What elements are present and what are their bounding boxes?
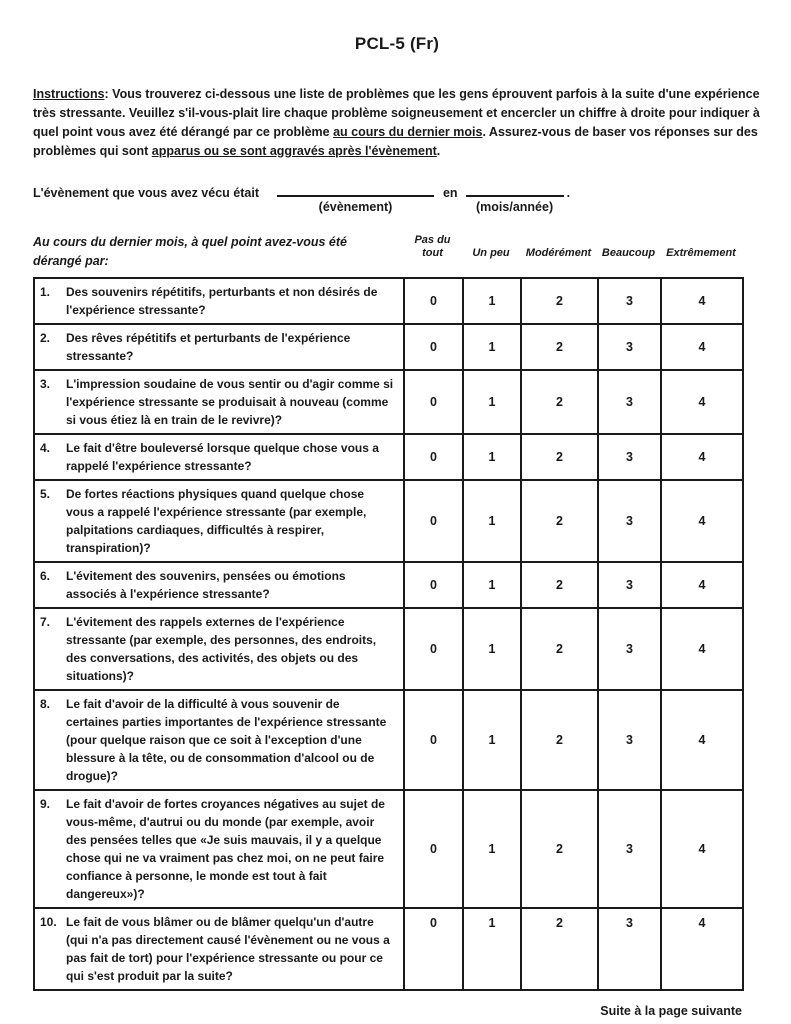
- rating-cell[interactable]: 0: [404, 434, 463, 480]
- rating-cell[interactable]: 3: [598, 434, 661, 480]
- monthyear-blank-field[interactable]: [466, 184, 564, 197]
- table-row: [34, 690, 743, 790]
- rating-cell[interactable]: 2: [521, 790, 598, 908]
- table-row: [34, 370, 743, 434]
- rating-cell[interactable]: 2: [521, 608, 598, 690]
- rating-cell[interactable]: 0: [404, 480, 463, 562]
- item-text: Le fait d'avoir de la difficulté à vous souvenir de certaines parties importantes de l'expérience stressante (pour quelque raison que ce soit à l'exception d'une blessure à la tête, ou de consommation d'alcool ou de drogue)?: [66, 697, 387, 783]
- rating-cell[interactable]: 2: [521, 562, 598, 608]
- table-row: [34, 908, 743, 990]
- item-text: L'impression soudaine de vous sentir ou d'agir comme si l'expérience stressante se produisait à nouveau (comme si vous étiez là en train de le revivre)?: [66, 377, 394, 427]
- rating-cell[interactable]: 2: [521, 690, 598, 790]
- scale-prompt: Au cours du dernier mois, à quel point avez-vous été dérangé par:: [33, 235, 347, 268]
- item-text: De fortes réactions physiques quand quelque chose vous a rappelé l'expérience stressante (par exemple, palpitations cardiaques, difficultés à respirer, transpiration)?: [66, 487, 367, 555]
- rating-cell[interactable]: 2: [521, 908, 598, 990]
- item-number: 5.: [40, 487, 51, 501]
- event-sentence: [33, 184, 761, 224]
- rating-cell[interactable]: 4: [661, 790, 743, 908]
- rating-cell[interactable]: 3: [598, 278, 661, 324]
- rating-cell[interactable]: 4: [661, 608, 743, 690]
- rating-cell[interactable]: 1: [463, 608, 521, 690]
- rating-cell[interactable]: 0: [404, 278, 463, 324]
- rating-cell[interactable]: 0: [404, 562, 463, 608]
- rating-cell[interactable]: 0: [404, 608, 463, 690]
- item-number: 6.: [40, 569, 51, 583]
- event-blank-wrap: [259, 184, 434, 214]
- rating-cell[interactable]: 4: [661, 562, 743, 608]
- rating-cell[interactable]: 2: [521, 324, 598, 370]
- event-sentence-suffix: .: [566, 186, 571, 200]
- rating-cell[interactable]: 2: [521, 434, 598, 480]
- rating-cell[interactable]: 0: [404, 324, 463, 370]
- page-title: PCL-5 (Fr): [354, 34, 440, 53]
- rating-cell[interactable]: 2: [521, 480, 598, 562]
- column-header: Un peu: [472, 247, 510, 259]
- rating-cell[interactable]: 4: [661, 278, 743, 324]
- item-text: Le fait d'être bouleversé lorsque quelque chose vous a rappelé l'expérience stressante?: [66, 441, 379, 473]
- item-text: Des souvenirs répétitifs, perturbants et non désirés de l'expérience stressante?: [66, 285, 378, 317]
- rating-cell[interactable]: 4: [661, 324, 743, 370]
- instruction-segment: : Vous trouverez ci-dessous une liste de problèmes que les gens éprouvent parfois à la suite d'une expérience très stressante. Veuillez s'il-vous-plait lire chaque problème soigneusement et encercler un chiffre à droite pour indiquer à quel point vous avez été dérangé par ce problème: [33, 87, 760, 139]
- rating-cell[interactable]: 0: [404, 908, 463, 990]
- rating-cell[interactable]: 3: [598, 908, 661, 990]
- rating-cell[interactable]: 4: [661, 434, 743, 480]
- rating-cell[interactable]: 3: [598, 480, 661, 562]
- item-number: 4.: [40, 441, 51, 455]
- rating-cell[interactable]: 1: [463, 434, 521, 480]
- instructions-text: [33, 85, 763, 161]
- instruction-segment: . Assurez-vous de baser vos réponses sur des problèmes qui sont: [33, 125, 758, 158]
- item-text: L'évitement des souvenirs, pensées ou émotions associés à l'expérience stressante?: [66, 569, 346, 601]
- item-text: Le fait de vous blâmer ou de blâmer quelqu'un d'autre (qui n'a pas directement causé l'évènement ou ne vous a pas fait de tort) pour l'expérience stressante ou pour ce qui s'est produit par la suite?: [66, 915, 390, 983]
- questionnaire-table: [33, 277, 744, 991]
- item-number: 3.: [40, 377, 51, 391]
- instruction-segment: .: [436, 144, 441, 158]
- monthyear-blank-label: (mois/année): [476, 200, 554, 214]
- rating-cell[interactable]: 1: [463, 790, 521, 908]
- rating-cell[interactable]: 0: [404, 370, 463, 434]
- rating-cell[interactable]: 4: [661, 690, 743, 790]
- rating-cell[interactable]: 1: [463, 480, 521, 562]
- column-header: Pas du tout: [414, 234, 451, 259]
- scale-header: [33, 233, 742, 271]
- event-sentence-prefix: L'évènement que vous avez vécu était: [33, 186, 259, 200]
- rating-cell[interactable]: 3: [598, 790, 661, 908]
- table-row: [34, 790, 743, 908]
- item-number: 7.: [40, 615, 51, 629]
- table-row: [34, 562, 743, 608]
- rating-cell[interactable]: 2: [521, 370, 598, 434]
- instruction-segment: Instructions: [33, 87, 105, 101]
- footer-note: Suite à la page suivante: [600, 1004, 742, 1018]
- item-number: 10.: [40, 915, 57, 929]
- item-number: 9.: [40, 797, 51, 811]
- rating-cell[interactable]: 3: [598, 562, 661, 608]
- rating-cell[interactable]: 1: [463, 562, 521, 608]
- rating-cell[interactable]: 3: [598, 370, 661, 434]
- rating-cell[interactable]: 3: [598, 690, 661, 790]
- rating-cell[interactable]: 1: [463, 690, 521, 790]
- rating-cell[interactable]: 3: [598, 324, 661, 370]
- table-row: [34, 324, 743, 370]
- rating-cell[interactable]: 4: [661, 370, 743, 434]
- item-text: Le fait d'avoir de fortes croyances négatives au sujet de vous-même, d'autrui ou du monde (par exemple, avoir des pensées telles que «Je suis mauvais, il y a quelque chose qui ne va vraiment pas chez moi, on ne peut faire confiance à personne, le monde est tout à fait dangereux»)?: [66, 797, 385, 901]
- rating-cell[interactable]: 3: [598, 608, 661, 690]
- rating-cell[interactable]: 1: [463, 324, 521, 370]
- table-row: [34, 434, 743, 480]
- item-number: 8.: [40, 697, 51, 711]
- rating-cell[interactable]: 1: [463, 908, 521, 990]
- item-number: 2.: [40, 331, 51, 345]
- event-blank-label: (évènement): [318, 200, 393, 214]
- column-header: Beaucoup: [601, 247, 656, 259]
- item-number: 1.: [40, 285, 51, 299]
- instruction-segment: au cours du dernier mois: [333, 125, 483, 139]
- rating-cell[interactable]: 4: [661, 908, 743, 990]
- item-text: Des rêves répétitifs et perturbants de l'expérience stressante?: [66, 331, 351, 363]
- column-header: Modérément: [525, 247, 592, 259]
- instruction-segment: apparus ou se sont aggravés après l'évènement: [151, 144, 437, 158]
- event-sentence-connector: en: [442, 186, 458, 200]
- table-row: [34, 278, 743, 324]
- monthyear-blank-wrap: [466, 184, 564, 214]
- rating-cell[interactable]: 2: [521, 278, 598, 324]
- event-blank-field[interactable]: [277, 184, 434, 197]
- rating-cell[interactable]: 1: [463, 278, 521, 324]
- table-row: [34, 608, 743, 690]
- rating-cell[interactable]: 0: [404, 690, 463, 790]
- item-text: L'évitement des rappels externes de l'expérience stressante (par exemple, des personnes, des endroits, des conversations, des activités, des objets ou des situations)?: [66, 615, 377, 683]
- rating-cell[interactable]: 0: [404, 790, 463, 908]
- table-row: [34, 480, 743, 562]
- rating-cell[interactable]: 4: [661, 480, 743, 562]
- rating-cell[interactable]: 1: [463, 370, 521, 434]
- column-header: Extrêmement: [666, 247, 736, 259]
